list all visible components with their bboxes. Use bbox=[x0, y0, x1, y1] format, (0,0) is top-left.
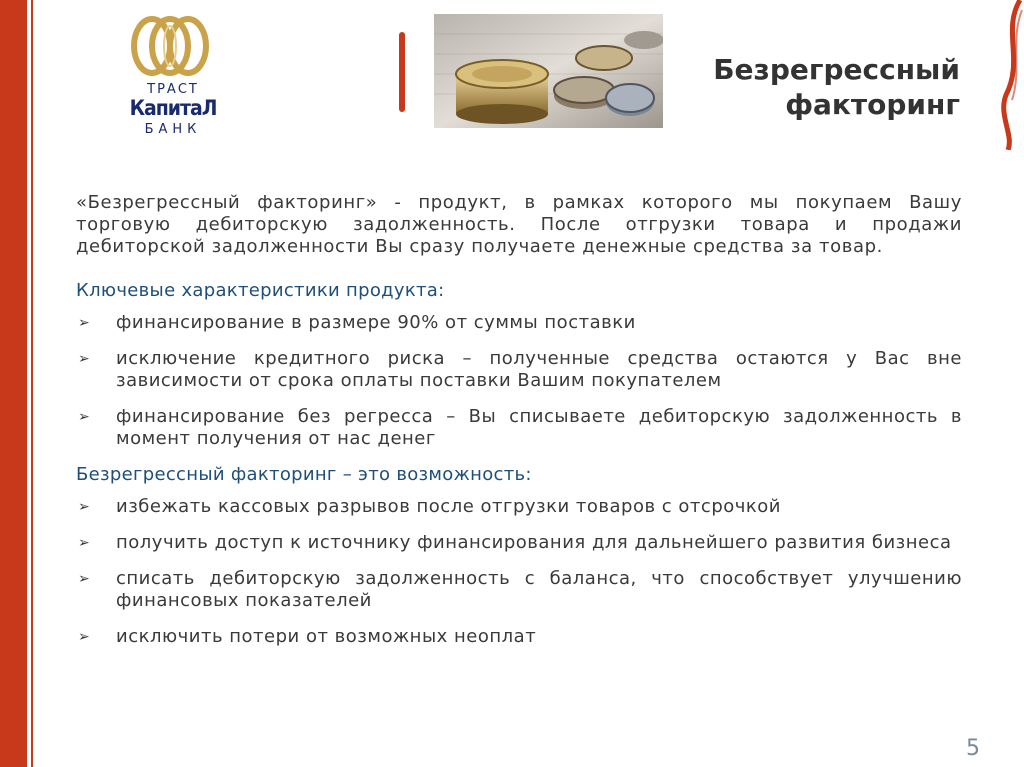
list-item-text: финансирование без регресса – Вы списываете дебиторскую задолженность в момент получения от нас денег bbox=[116, 406, 962, 449]
intro-paragraph: «Безрегрессный факторинг» - продукт, в рамках которого мы покупаем Вашу торговую дебиторскую задолженность. После отгрузки товара и продажи дебиторской задолженности Вы сразу получаете денежные средства за товар. bbox=[76, 192, 962, 257]
list-item bbox=[76, 532, 962, 554]
list-item bbox=[76, 626, 962, 648]
list-item-text: исключение кредитного риска – полученные средства остаются у Вас вне зависимости от срока оплаты поставки Вашим покупателем bbox=[116, 348, 962, 391]
arrow-bullet-icon: ➢ bbox=[78, 351, 91, 367]
arrow-bullet-icon: ➢ bbox=[78, 409, 91, 425]
trust-capital-bank-logo bbox=[118, 14, 228, 144]
red-vertical-accent bbox=[399, 32, 405, 112]
logo-line-bank: БАНК bbox=[144, 122, 202, 137]
coins-photo bbox=[434, 14, 663, 128]
arrow-bullet-icon: ➢ bbox=[78, 315, 91, 331]
left-red-bar bbox=[0, 0, 27, 767]
arrow-bullet-icon: ➢ bbox=[78, 535, 91, 551]
list-item bbox=[76, 312, 962, 334]
opportunities-list bbox=[76, 496, 962, 648]
characteristics-list bbox=[76, 312, 962, 450]
section-heading-opportunities: Безрегрессный факторинг – это возможность: bbox=[76, 464, 532, 485]
logo-line-trast: ТРАСТ bbox=[147, 82, 199, 97]
list-item-text: финансирование в размере 90% от суммы поставки bbox=[116, 312, 636, 333]
list-item-text: избежать кассовых разрывов после отгрузки товаров с отсрочкой bbox=[116, 496, 781, 517]
section-heading-characteristics: Ключевые характеристики продукта: bbox=[76, 280, 445, 301]
left-red-line bbox=[31, 0, 33, 767]
list-item-text: списать дебиторскую задолженность с баланса, что способствует улучшению финансовых показателей bbox=[116, 568, 962, 611]
page-title bbox=[664, 52, 960, 122]
title-line-1: Безрегрессный bbox=[713, 53, 960, 86]
title-line-2: факторинг bbox=[785, 88, 960, 121]
arrow-bullet-icon: ➢ bbox=[78, 629, 91, 645]
list-item-text: получить доступ к источнику финансирования для дальнейшего развития бизнеса bbox=[116, 532, 952, 553]
list-item bbox=[76, 406, 962, 450]
coin-rings-icon bbox=[130, 14, 216, 78]
list-item-text: исключить потери от возможных неоплат bbox=[116, 626, 537, 647]
logo-line-kapital: КапитаЛ bbox=[129, 96, 217, 120]
right-decor-curl bbox=[994, 0, 1024, 150]
list-item bbox=[76, 568, 962, 612]
arrow-bullet-icon: ➢ bbox=[78, 571, 91, 587]
arrow-bullet-icon: ➢ bbox=[78, 499, 91, 515]
list-item bbox=[76, 496, 962, 518]
page-number: 5 bbox=[966, 736, 980, 761]
main-content bbox=[76, 192, 962, 662]
list-item bbox=[76, 348, 962, 392]
